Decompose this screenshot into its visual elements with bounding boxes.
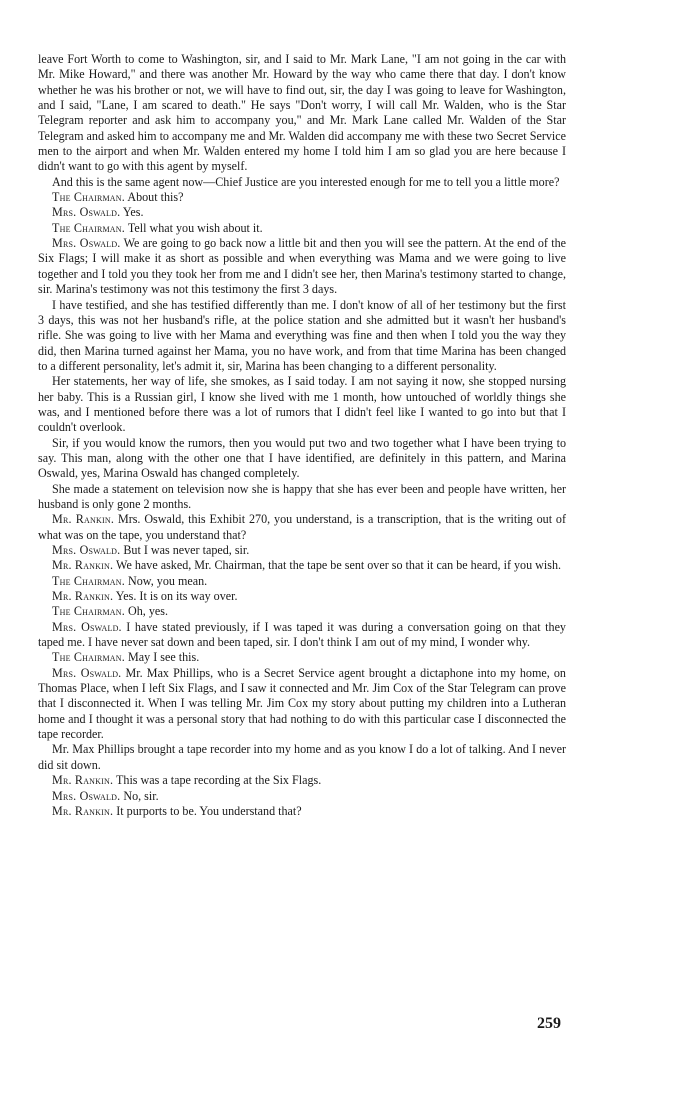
paragraph-19 [38,666,566,743]
paragraph-5 [38,221,566,236]
speaker-label: Mrs. Oswald. [52,788,121,803]
speaker-label: Mrs. Oswald. [52,619,122,634]
speaker-label: Mr. Rankin. [52,512,115,527]
paragraph-8 [38,374,566,435]
speaker-label: The Chairman. [52,650,125,665]
paragraph-text: Now, you mean. [128,573,208,588]
speaker-label: Mrs. Oswald. [52,665,122,680]
paragraph-9 [38,436,566,482]
speaker-label: Mr. Rankin. [52,803,114,818]
paragraph-text: Yes. It is on its way over. [115,589,238,604]
paragraph-text: This was a tape recording at the Six Flags. [116,773,322,788]
speaker-label: Mr. Rankin. [52,558,114,573]
paragraph-text: Mr. Max Phillips brought a tape recorder into my home and as you know I do a lot of talking. And I never did sit down. [38,742,566,772]
paragraph-text: Mrs. Oswald, this Exhibit 270, you understand, is a transcription, that is the writing out of what was on the tape, you understand that? [38,512,567,542]
paragraph-text: Tell what you wish about it. [127,220,263,235]
paragraph-2 [38,175,566,190]
speaker-label: The Chairman. [52,604,125,619]
paragraph-text: We have asked, Mr. Chairman, that the tape be sent over so that it can be heard, if you wish. [116,558,562,573]
paragraph-text: leave Fort Worth to come to Washington, sir, and I said to Mr. Mark Lane, "I am not going in the car with Mr. Mike Howard," and there was another Mr. Howard by the way who came there that day. I don't know whether he was his brother or not, we will have to find out, sir, the day I was going to leave for Washington, and I said, "Lane, I am scared to death." He says "Don't worry, I will call Mr. Walden, who is the Star Telegram reporter and ask him to accompany you," and Mr. Mark Lane called Mr. Walden of the Star Telegram and asked him to accompany me and Mr. Walden did accompany me with these two Secret Service men to the airport and when Mr. Walden entered my home I told him I am so glad you are here because I didn't want to go with this agent by myself. [38,52,566,174]
paragraph-17 [38,620,566,651]
speaker-label: Mr. Rankin. [52,589,114,604]
paragraph-11 [38,512,566,543]
paragraph-text: About this? [127,190,184,205]
paragraph-text: Sir, if you would know the rumors, then you would put two and two together what I have been trying to say. This man, along with the other one that I have identified, are definitely in this pattern, and Marina Oswald, yes, Marina Oswald has changed completely. [38,435,566,481]
paragraph-text: No, sir. [123,788,159,803]
speaker-label: Mrs. Oswald. [52,543,121,557]
speaker-label: Mrs. Oswald. [52,205,121,220]
speaker-label: The Chairman. [52,220,125,235]
paragraph-4 [38,205,566,220]
paragraph-23 [38,804,566,819]
paragraph-text: Oh, yes. [128,604,169,619]
paragraph-text: It purports to be. You understand that? [116,803,302,818]
paragraph-16 [38,604,566,619]
paragraph-18 [38,650,566,665]
paragraph-6 [38,236,566,297]
paragraph-text: And this is the same agent now—Chief Justice are you interested enough for me to tell you a little more? [52,174,560,189]
page-number: 259 [537,1015,561,1032]
paragraph-20 [38,742,566,773]
transcript-page [38,52,566,819]
paragraph-text: Yes. [122,205,144,220]
paragraph-1 [38,52,566,175]
paragraph-text: I have stated previously, if I was taped it was during a conversation going on that they taped me. I have never sat down and been taped, sir. I don't think I am out of my mind, I wonder why. [38,619,566,650]
paragraph-text: I have testified, and she has testified differently than me. I don't know of all of her testimony but the first 3 days, this was not her husband's rifle, at the police station and she admitted but it wasn't her husband's rifle. She was going to live with her Mama and everything was fine and then when I told you the way they did, then Marina turned against her Mama, you no have work, and from that time Marina has been changed to a different personality, let's admit it, sir, Marina has been changing to a different personality. [38,297,566,373]
paragraph-15 [38,589,566,604]
paragraph-text: She made a statement on television now she is happy that she has ever been and people have written, her husband is only gone 2 months. [38,481,566,511]
paragraph-10 [38,482,566,513]
paragraph-7 [38,298,566,375]
paragraph-13 [38,558,566,573]
paragraph-14 [38,574,566,589]
speaker-label: Mrs. Oswald. [52,236,121,251]
paragraph-text: Mr. Max Phillips, who is a Secret Service agent brought a dictaphone into my home, on Thomas Place, when I left Six Flags, and I saw it connected and Mr. Jim Cox of the Star Telegram can prove that I disconnected it. When I was telling Mr. Jim Cox my story about putting my children into a Lutheran home and I thought it was a personal story that had nothing to do with this particular case I disconnected the tape recorder. [38,665,566,742]
paragraph-12 [38,543,566,558]
paragraph-22 [38,789,566,804]
speaker-label: Mr. Rankin. [52,773,114,788]
paragraph-text: But I was never taped, sir. [123,543,250,557]
paragraph-text: We are going to go back now a little bit and then you will see the pattern. At the end of the Six Flags; I will make it as short as possible and when everything was Mama and we were going to live together and I told you they took her from me and I didn't see her, then Marina's testimony started to change, sir. Marina's testimony was not this testimony the first 3 days. [38,236,566,297]
paragraph-text: May I see this. [128,650,200,665]
paragraph-3 [38,190,566,205]
speaker-label: The Chairman. [52,190,125,205]
speaker-label: The Chairman. [52,573,125,588]
paragraph-text: Her statements, her way of life, she smokes, as I said today. I am not saying it now, she stopped nursing her baby. This is a Russian girl, I know she lived with me 1 month, how untouched of worldly things she was, and I mentioned before there was a lot of rumors that I didn't feel like I wanted to go into but that I couldn't overlook. [38,374,566,435]
paragraph-21 [38,773,566,788]
